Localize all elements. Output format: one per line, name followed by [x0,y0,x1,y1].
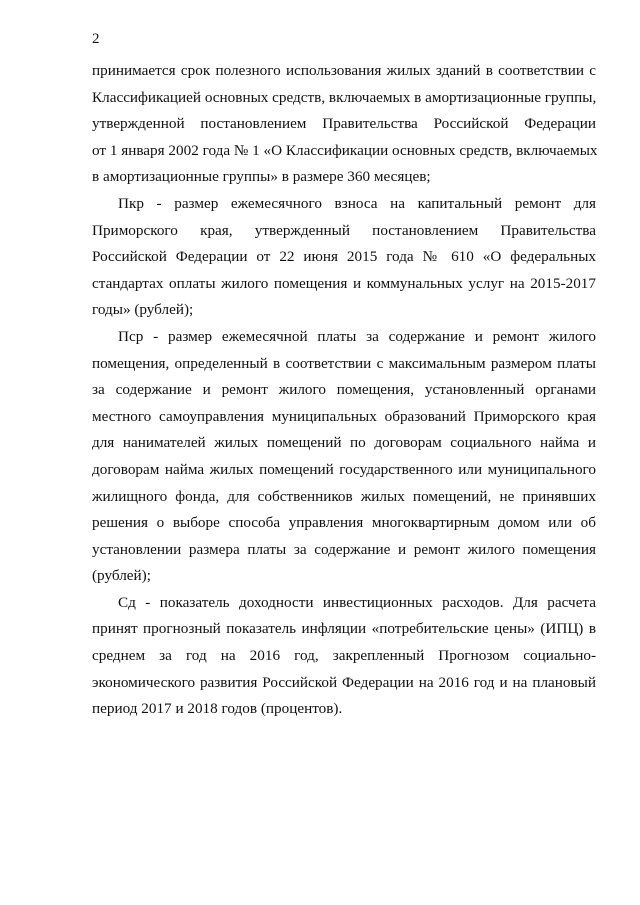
page-number: 2 [92,31,100,47]
text-line: принят прогнозный показатель инфляции «потребительские цены» (ИПЦ) в [92,620,596,638]
text-line: Приморского края, утвержденный постановлением Правительства [92,221,596,239]
text-line: для нанимателей жилых помещений по договорам социального найма и [92,434,596,452]
text-line: Пкр - размер ежемесячного взноса на капитальный ремонт для [118,194,596,212]
paragraph-pkr [92,191,596,324]
text-line: помещения, определенный в соответствии с максимальным размером платы [92,354,596,372]
text-line: за содержание и ремонт жилого помещения, установленный органами [92,381,596,399]
text-line: принимается срок полезного использования жилых зданий в соответствии с [92,62,596,79]
text-line: экономического развития Российской Федерации на 2016 год и на плановый [92,673,596,691]
text-line: установлении размера платы за содержание и ремонт жилого помещения [92,540,596,558]
paragraph-useful-life [92,58,596,191]
text-line: утвержденной постановлением Правительства Российской Федерации [92,115,596,133]
text-line: жилищного фонда, для собственников жилых помещений, не принявших [92,487,596,505]
text-line: Классификацией основных средств, включаемых в амортизационные группы, [92,88,597,106]
paragraph-psr [92,324,596,590]
text-line: местного самоуправления муниципальных образований Приморского края [92,407,596,425]
text-line: среднем за год на 2016 год, закрепленный Прогнозом социально- [92,647,596,665]
text-line: Пср - размер ежемесячной платы за содержание и ремонт жилого [118,327,596,345]
text-line: договорам найма жилых помещений государственного или муниципального [92,460,596,478]
text-line: Российской Федерации от 22 июня 2015 года № 610 «О федеральных [92,248,596,266]
document-body [92,58,596,723]
text-line: годы» (рублей); [92,301,194,319]
text-line: период 2017 и 2018 годов (процентов). [92,700,343,718]
text-line: Сд - показатель доходности инвестиционных расходов. Для расчета [118,593,596,611]
text-line: решения о выборе способа управления многоквартирным домом или об [92,514,596,532]
text-line: (рублей); [92,567,151,585]
text-line: от 1 января 2002 года № 1 «О Классификации основных средств, включаемых [92,141,598,159]
paragraph-sd [92,590,596,723]
text-line: стандартах оплаты жилого помещения и коммунальных услуг на 2015-2017 [92,274,596,292]
text-line: в амортизационные группы» в размере 360 месяцев; [92,168,431,186]
